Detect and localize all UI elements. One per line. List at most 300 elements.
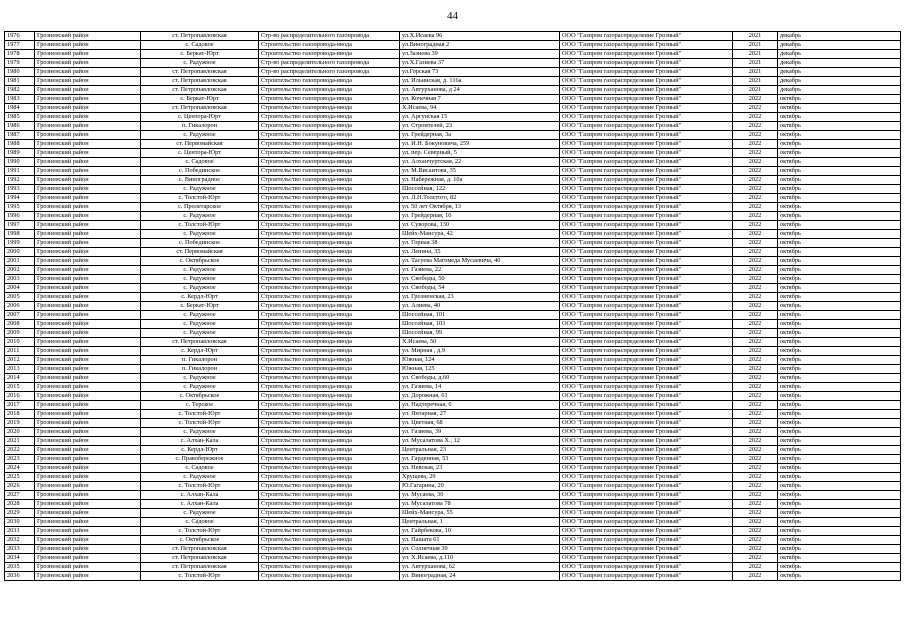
organization-cell: ООО "Газпром газораспределение Грозный": [560, 419, 733, 428]
district-cell: Грозненский район: [35, 284, 141, 293]
organization-cell: ООО "Газпром газораспределение Грозный": [560, 86, 733, 95]
month-cell: октябрь: [778, 518, 901, 527]
month-cell: октябрь: [778, 212, 901, 221]
work-type-cell: Строительство газопровода-ввода: [259, 329, 400, 338]
organization-cell: ООО "Газпром газораспределение Грозный": [560, 545, 733, 554]
work-type-cell: Строительство газопровода-ввода: [259, 77, 400, 86]
row-number: 1996: [5, 212, 35, 221]
month-cell: октябрь: [778, 302, 901, 311]
month-cell: октябрь: [778, 410, 901, 419]
organization-cell: ООО "Газпром газораспределение Грозный": [560, 59, 733, 68]
organization-cell: ООО "Газпром газораспределение Грозный": [560, 275, 733, 284]
district-cell: Грозненский район: [35, 140, 141, 149]
year-cell: 2022: [733, 428, 778, 437]
table-row: [5, 455, 901, 464]
work-type-cell: Строительство газопровода-ввода: [259, 401, 400, 410]
organization-cell: ООО "Газпром газораспределение Грозный": [560, 392, 733, 401]
row-number: 1993: [5, 185, 35, 194]
organization-cell: ООО "Газпром газораспределение Грозный": [560, 437, 733, 446]
organization-cell: ООО "Газпром газораспределение Грозный": [560, 302, 733, 311]
settlement-cell: ст. Петропавловская: [141, 563, 259, 572]
row-number: 2031: [5, 527, 35, 536]
table-row: [5, 86, 901, 95]
organization-cell: ООО "Газпром газораспределение Грозный": [560, 185, 733, 194]
address-cell: ул. Набережная, д. 10а: [400, 176, 560, 185]
row-number: 2019: [5, 419, 35, 428]
work-type-cell: Стр-во распределительного газопровода: [259, 32, 400, 41]
year-cell: 2022: [733, 248, 778, 257]
organization-cell: ООО "Газпром газораспределение Грозный": [560, 365, 733, 374]
district-cell: Грозненский район: [35, 221, 141, 230]
row-number: 1979: [5, 59, 35, 68]
work-type-cell: Строительство газопровода-ввода: [259, 131, 400, 140]
table-row: [5, 329, 901, 338]
settlement-cell: п. Гикалорон: [141, 122, 259, 131]
table-row: [5, 50, 901, 59]
table-row: [5, 347, 901, 356]
settlement-cell: с. Радужное: [141, 311, 259, 320]
address-cell: Южная, 125: [400, 365, 560, 374]
year-cell: 2021: [733, 68, 778, 77]
settlement-cell: с. Радужное: [141, 374, 259, 383]
address-cell: Шейх-Мансура, 42: [400, 230, 560, 239]
row-number: 2036: [5, 572, 35, 581]
month-cell: октябрь: [778, 500, 901, 509]
settlement-cell: с. Центора-Юрт: [141, 149, 259, 158]
row-number: 2014: [5, 374, 35, 383]
row-number: 1978: [5, 50, 35, 59]
table-row: [5, 509, 901, 518]
work-type-cell: Строительство газопровода-ввода: [259, 320, 400, 329]
year-cell: 2022: [733, 482, 778, 491]
organization-cell: ООО "Газпром газораспределение Грозный": [560, 446, 733, 455]
district-cell: Грозненский район: [35, 248, 141, 257]
year-cell: 2022: [733, 257, 778, 266]
settlement-cell: с. Кердл-Юрт: [141, 347, 259, 356]
row-number: 1992: [5, 176, 35, 185]
month-cell: октябрь: [778, 284, 901, 293]
district-cell: Грозненский район: [35, 527, 141, 536]
table-row: [5, 473, 901, 482]
district-cell: Грозненский район: [35, 401, 141, 410]
table-row: [5, 185, 901, 194]
table-row: [5, 320, 901, 329]
month-cell: октябрь: [778, 266, 901, 275]
organization-cell: ООО "Газпром газораспределение Грозный": [560, 149, 733, 158]
district-cell: Грозненский район: [35, 212, 141, 221]
address-cell: ул. Солнечная 39: [400, 545, 560, 554]
address-cell: Ю.Гагарина, 20: [400, 482, 560, 491]
row-number: 1977: [5, 41, 35, 50]
work-type-cell: Строительство газопровода-ввода: [259, 104, 400, 113]
organization-cell: ООО "Газпром газораспределение Грозный": [560, 158, 733, 167]
organization-cell: ООО "Газпром газораспределение Грозный": [560, 194, 733, 203]
table-row: [5, 230, 901, 239]
year-cell: 2022: [733, 320, 778, 329]
address-cell: ул. Аргунская 15: [400, 113, 560, 122]
address-cell: ул. Автурханова, 62: [400, 563, 560, 572]
table-row: [5, 392, 901, 401]
table-row: [5, 518, 901, 527]
settlement-cell: п. Гикалорон: [141, 365, 259, 374]
address-cell: ул.Х.Газиева 37: [400, 59, 560, 68]
month-cell: октябрь: [778, 482, 901, 491]
row-number: 2009: [5, 329, 35, 338]
work-type-cell: Строительство газопровода-ввода: [259, 572, 400, 581]
year-cell: 2022: [733, 203, 778, 212]
organization-cell: ООО "Газпром газораспределение Грозный": [560, 527, 733, 536]
year-cell: 2022: [733, 572, 778, 581]
month-cell: октябрь: [778, 419, 901, 428]
table-row: [5, 374, 901, 383]
district-cell: Грозненский район: [35, 410, 141, 419]
year-cell: 2022: [733, 275, 778, 284]
organization-cell: ООО "Газпром газораспределение Грозный": [560, 311, 733, 320]
table-row: [5, 446, 901, 455]
settlement-cell: с. Радужное: [141, 185, 259, 194]
year-cell: 2022: [733, 473, 778, 482]
district-cell: Грозненский район: [35, 455, 141, 464]
month-cell: октябрь: [778, 473, 901, 482]
address-cell: ул.Х.Исаева 96: [400, 32, 560, 41]
month-cell: октябрь: [778, 275, 901, 284]
table-row: [5, 158, 901, 167]
year-cell: 2022: [733, 491, 778, 500]
settlement-cell: с. Октябрьское: [141, 257, 259, 266]
row-number: 2001: [5, 257, 35, 266]
row-number: 2028: [5, 500, 35, 509]
year-cell: 2022: [733, 365, 778, 374]
address-cell: ул. Янтарная, 27: [400, 410, 560, 419]
month-cell: октябрь: [778, 509, 901, 518]
district-cell: Грозненский район: [35, 473, 141, 482]
district-cell: Грозненский район: [35, 482, 141, 491]
district-cell: Грозненский район: [35, 104, 141, 113]
table-row: [5, 572, 901, 581]
district-cell: Грозненский район: [35, 563, 141, 572]
work-type-cell: Строительство газопровода-ввода: [259, 437, 400, 446]
month-cell: октябрь: [778, 446, 901, 455]
year-cell: 2022: [733, 554, 778, 563]
address-cell: Шоссейная, 101: [400, 311, 560, 320]
district-cell: Грозненский район: [35, 347, 141, 356]
month-cell: октябрь: [778, 95, 901, 104]
row-number: 2018: [5, 410, 35, 419]
month-cell: декабрь: [778, 41, 901, 50]
work-type-cell: Строительство газопровода-ввода: [259, 554, 400, 563]
settlement-cell: с. Правобережное: [141, 455, 259, 464]
organization-cell: ООО "Газпром газораспределение Грозный": [560, 176, 733, 185]
row-number: 2022: [5, 446, 35, 455]
address-cell: ул. Газиева, 39: [400, 428, 560, 437]
table-row: [5, 365, 901, 374]
organization-cell: ООО "Газпром газораспределение Грозный": [560, 248, 733, 257]
district-cell: Грозненский район: [35, 230, 141, 239]
district-cell: Грозненский район: [35, 554, 141, 563]
district-cell: Грозненский район: [35, 545, 141, 554]
month-cell: октябрь: [778, 464, 901, 473]
gas-connection-registry-table: [4, 31, 901, 581]
year-cell: 2022: [733, 158, 778, 167]
address-cell: Шейх-Мансура, 55: [400, 509, 560, 518]
table-row: [5, 284, 901, 293]
work-type-cell: Строительство газопровода-ввода: [259, 293, 400, 302]
settlement-cell: с. Садовое: [141, 464, 259, 473]
row-number: 2000: [5, 248, 35, 257]
district-cell: Грозненский район: [35, 428, 141, 437]
settlement-cell: с. Радужное: [141, 230, 259, 239]
district-cell: Грозненский район: [35, 257, 141, 266]
address-cell: Шоссейная, 103: [400, 320, 560, 329]
address-cell: ул. Виноградная, 24: [400, 572, 560, 581]
month-cell: октябрь: [778, 239, 901, 248]
settlement-cell: с. Кердл-Юрт: [141, 293, 259, 302]
settlement-cell: с. Пролетарское: [141, 203, 259, 212]
address-cell: ул. Алханчуртская, 22: [400, 158, 560, 167]
district-cell: Грозненский район: [35, 113, 141, 122]
work-type-cell: Строительство газопровода-ввода: [259, 86, 400, 95]
month-cell: октябрь: [778, 383, 901, 392]
address-cell: ул. Свободы, д.60: [400, 374, 560, 383]
address-cell: ул. Надтеречная, 6: [400, 401, 560, 410]
settlement-cell: с. Алхан-Кала: [141, 437, 259, 446]
district-cell: Грозненский район: [35, 383, 141, 392]
district-cell: Грозненский район: [35, 536, 141, 545]
address-cell: ул. Мусаева, 30: [400, 491, 560, 500]
work-type-cell: Стр-во распределительного газопровода: [259, 68, 400, 77]
work-type-cell: Строительство газопровода-ввода: [259, 509, 400, 518]
work-type-cell: Строительство газопровода-ввода: [259, 563, 400, 572]
settlement-cell: с. Беркат-Юрт: [141, 302, 259, 311]
table-row: [5, 32, 901, 41]
work-type-cell: Строительство газопровода-ввода: [259, 275, 400, 284]
work-type-cell: Строительство газопровода-ввода: [259, 302, 400, 311]
registry-table-body: [5, 32, 901, 581]
work-type-cell: Строительство газопровода-ввода: [259, 239, 400, 248]
organization-cell: ООО "Газпром газораспределение Грозный": [560, 428, 733, 437]
month-cell: октябрь: [778, 221, 901, 230]
work-type-cell: Строительство газопровода-ввода: [259, 356, 400, 365]
month-cell: октябрь: [778, 455, 901, 464]
month-cell: декабрь: [778, 68, 901, 77]
row-number: 2017: [5, 401, 35, 410]
month-cell: октябрь: [778, 176, 901, 185]
district-cell: Грозненский район: [35, 365, 141, 374]
row-number: 1989: [5, 149, 35, 158]
organization-cell: ООО "Газпром газораспределение Грозный": [560, 167, 733, 176]
table-row: [5, 428, 901, 437]
address-cell: ул. Гарденная, 53: [400, 455, 560, 464]
year-cell: 2022: [733, 212, 778, 221]
year-cell: 2022: [733, 383, 778, 392]
organization-cell: ООО "Газпром газораспределение Грозный": [560, 329, 733, 338]
table-row: [5, 563, 901, 572]
settlement-cell: с. Радужное: [141, 320, 259, 329]
address-cell: ул. Свободы, 54: [400, 284, 560, 293]
month-cell: октябрь: [778, 122, 901, 131]
address-cell: ул. Мирная , д.9: [400, 347, 560, 356]
organization-cell: ООО "Газпром газораспределение Грозный": [560, 464, 733, 473]
year-cell: 2022: [733, 374, 778, 383]
year-cell: 2021: [733, 77, 778, 86]
settlement-cell: с. Садовое: [141, 518, 259, 527]
address-cell: ул. Суворова, 130: [400, 221, 560, 230]
address-cell: ул. Свободы, 50: [400, 275, 560, 284]
year-cell: 2022: [733, 266, 778, 275]
table-row: [5, 311, 901, 320]
district-cell: Грозненский район: [35, 239, 141, 248]
settlement-cell: с. Радужное: [141, 131, 259, 140]
year-cell: 2022: [733, 500, 778, 509]
work-type-cell: Строительство газопровода-ввода: [259, 140, 400, 149]
work-type-cell: Строительство газопровода-ввода: [259, 221, 400, 230]
address-cell: ул. Невская, 23: [400, 464, 560, 473]
settlement-cell: с. Побединское: [141, 167, 259, 176]
organization-cell: ООО "Газпром газораспределение Грозный": [560, 293, 733, 302]
row-number: 2008: [5, 320, 35, 329]
year-cell: 2022: [733, 464, 778, 473]
table-row: [5, 491, 901, 500]
settlement-cell: с. Кердл-Юрт: [141, 446, 259, 455]
organization-cell: ООО "Газпром газораспределение Грозный": [560, 554, 733, 563]
district-cell: Грозненский район: [35, 302, 141, 311]
work-type-cell: Строительство газопровода-ввода: [259, 212, 400, 221]
organization-cell: ООО "Газпром газораспределение Грозный": [560, 482, 733, 491]
organization-cell: ООО "Газпром газораспределение Грозный": [560, 374, 733, 383]
settlement-cell: с. Радужное: [141, 383, 259, 392]
settlement-cell: с. Толстой-Юрт: [141, 482, 259, 491]
address-cell: ул. Грейдерная, 10: [400, 212, 560, 221]
month-cell: октябрь: [778, 563, 901, 572]
settlement-cell: ст. Первомайская: [141, 140, 259, 149]
work-type-cell: Строительство газопровода-ввода: [259, 311, 400, 320]
address-cell: ул. пер. Северный, 5: [400, 149, 560, 158]
row-number: 2010: [5, 338, 35, 347]
month-cell: октябрь: [778, 230, 901, 239]
settlement-cell: с. Садовое: [141, 41, 259, 50]
year-cell: 2022: [733, 356, 778, 365]
month-cell: октябрь: [778, 347, 901, 356]
organization-cell: ООО "Газпром газораспределение Грозный": [560, 95, 733, 104]
organization-cell: ООО "Газпром газораспределение Грозный": [560, 113, 733, 122]
year-cell: 2022: [733, 401, 778, 410]
row-number: 1985: [5, 113, 35, 122]
address-cell: ул.Горская 73: [400, 68, 560, 77]
settlement-cell: ст. Петропавловская: [141, 77, 259, 86]
organization-cell: ООО "Газпром газораспределение Грозный": [560, 356, 733, 365]
district-cell: Грозненский район: [35, 446, 141, 455]
settlement-cell: п. Гикалорон: [141, 356, 259, 365]
organization-cell: ООО "Газпром газораспределение Грозный": [560, 320, 733, 329]
work-type-cell: Строительство газопровода-ввода: [259, 500, 400, 509]
table-row: [5, 437, 901, 446]
organization-cell: ООО "Газпром газораспределение Грозный": [560, 32, 733, 41]
work-type-cell: Строительство газопровода-ввода: [259, 230, 400, 239]
organization-cell: ООО "Газпром газораспределение Грозный": [560, 491, 733, 500]
settlement-cell: с. Радужное: [141, 329, 259, 338]
month-cell: октябрь: [778, 572, 901, 581]
organization-cell: ООО "Газпром газораспределение Грозный": [560, 221, 733, 230]
table-row: [5, 122, 901, 131]
year-cell: 2022: [733, 545, 778, 554]
work-type-cell: Строительство газопровода-ввода: [259, 383, 400, 392]
row-number: 1986: [5, 122, 35, 131]
district-cell: Грозненский район: [35, 50, 141, 59]
month-cell: октябрь: [778, 248, 901, 257]
district-cell: Грозненский район: [35, 464, 141, 473]
district-cell: Грозненский район: [35, 68, 141, 77]
table-row: [5, 59, 901, 68]
organization-cell: ООО "Газпром газораспределение Грозный": [560, 239, 733, 248]
year-cell: 2022: [733, 167, 778, 176]
district-cell: Грозненский район: [35, 329, 141, 338]
address-cell: Шоссейная, 122: [400, 185, 560, 194]
row-number: 1988: [5, 140, 35, 149]
work-type-cell: Строительство газопровода-ввода: [259, 491, 400, 500]
month-cell: октябрь: [778, 167, 901, 176]
year-cell: 2021: [733, 32, 778, 41]
year-cell: 2022: [733, 338, 778, 347]
district-cell: Грозненский район: [35, 275, 141, 284]
row-number: 1994: [5, 194, 35, 203]
month-cell: декабрь: [778, 86, 901, 95]
organization-cell: ООО "Газпром газораспределение Грозный": [560, 68, 733, 77]
table-row: [5, 149, 901, 158]
settlement-cell: ст. Петропавловская: [141, 104, 259, 113]
district-cell: Грозненский район: [35, 572, 141, 581]
month-cell: октябрь: [778, 527, 901, 536]
work-type-cell: Строительство газопровода-ввода: [259, 149, 400, 158]
row-number: 1982: [5, 86, 35, 95]
year-cell: 2022: [733, 104, 778, 113]
address-cell: ул.Виноградная 2: [400, 41, 560, 50]
address-cell: Шоссейная, 99: [400, 329, 560, 338]
month-cell: октябрь: [778, 554, 901, 563]
district-cell: Грозненский район: [35, 419, 141, 428]
district-cell: Грозненский район: [35, 167, 141, 176]
work-type-cell: Строительство газопровода-ввода: [259, 410, 400, 419]
address-cell: Центральная, 1: [400, 518, 560, 527]
table-row: [5, 167, 901, 176]
row-number: 2015: [5, 383, 35, 392]
settlement-cell: с. Радужное: [141, 428, 259, 437]
organization-cell: ООО "Газпром газораспределение Грозный": [560, 500, 733, 509]
settlement-cell: ст. Петропавловская: [141, 68, 259, 77]
address-cell: ул. Грозненская, 23: [400, 293, 560, 302]
address-cell: ул. М.Висаитова, 35: [400, 167, 560, 176]
month-cell: октябрь: [778, 356, 901, 365]
table-row: [5, 419, 901, 428]
district-cell: Грозненский район: [35, 392, 141, 401]
settlement-cell: ст. Петропавловская: [141, 86, 259, 95]
row-number: 2030: [5, 518, 35, 527]
year-cell: 2022: [733, 149, 778, 158]
month-cell: декабрь: [778, 59, 901, 68]
work-type-cell: Строительство газопровода-ввода: [259, 482, 400, 491]
district-cell: Грозненский район: [35, 203, 141, 212]
address-cell: ул. Цветная, 68: [400, 419, 560, 428]
work-type-cell: Строительство газопровода-ввода: [259, 347, 400, 356]
year-cell: 2022: [733, 284, 778, 293]
work-type-cell: Строительство газопровода-ввода: [259, 545, 400, 554]
month-cell: октябрь: [778, 113, 901, 122]
row-number: 2003: [5, 275, 35, 284]
month-cell: октябрь: [778, 257, 901, 266]
year-cell: 2022: [733, 509, 778, 518]
organization-cell: ООО "Газпром газораспределение Грозный": [560, 518, 733, 527]
month-cell: октябрь: [778, 140, 901, 149]
table-row: [5, 221, 901, 230]
